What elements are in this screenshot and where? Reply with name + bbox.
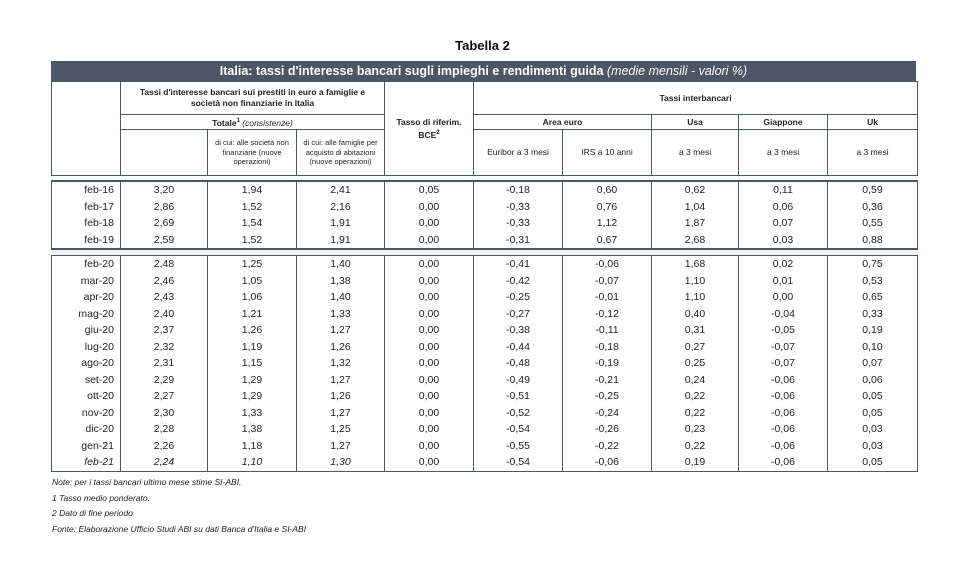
- value-cell: -0,12: [563, 306, 652, 323]
- value-cell: -0,19: [563, 355, 652, 372]
- value-cell: -0,04: [739, 306, 828, 323]
- table-row: [52, 306, 918, 323]
- value-cell: 0,00: [385, 421, 474, 438]
- value-cell: 0,33: [828, 306, 918, 323]
- value-cell: -0,07: [739, 339, 828, 356]
- value-cell: -0,07: [563, 273, 652, 290]
- value-cell: -0,18: [474, 181, 563, 199]
- table-row: [52, 215, 918, 232]
- value-cell: 0,03: [739, 232, 828, 250]
- table-row: [52, 199, 918, 216]
- value-cell: 0,07: [739, 215, 828, 232]
- value-cell: 1,06: [208, 289, 297, 306]
- value-cell: 0,00: [385, 306, 474, 323]
- value-cell: 2,48: [121, 256, 208, 273]
- header-tasso-rif: [385, 82, 474, 176]
- value-cell: 0,40: [652, 306, 739, 323]
- totale-label: Totale: [212, 117, 237, 128]
- value-cell: -0,54: [474, 421, 563, 438]
- value-cell: -0,27: [474, 306, 563, 323]
- table-row: [52, 289, 918, 306]
- value-cell: 1,52: [208, 232, 297, 250]
- table-row: [52, 438, 918, 455]
- value-cell: 0,59: [828, 181, 918, 199]
- value-cell: -0,06: [739, 372, 828, 389]
- totale-sub: (consistenze): [242, 117, 293, 128]
- value-cell: 1,12: [563, 215, 652, 232]
- note-line: Fonte: Elaborazione Ufficio Studi ABI su dati Banca d'Italia e SI-ABI: [52, 523, 307, 534]
- value-cell: 0,05: [828, 388, 918, 405]
- value-cell: -0,48: [474, 355, 563, 372]
- value-cell: 2,32: [121, 339, 208, 356]
- table-header: [52, 82, 918, 176]
- header-group-bank-rates: Tassi d'interesse bancari sui prestiti in euro a famiglie e società non finanziarie in Italia: [121, 82, 385, 115]
- month-cell: gen-21: [52, 438, 121, 455]
- value-cell: 2,41: [297, 181, 385, 199]
- value-cell: 2,31: [121, 355, 208, 372]
- value-cell: 1,38: [208, 421, 297, 438]
- value-cell: 0,75: [828, 256, 918, 273]
- month-cell: nov-20: [52, 405, 121, 422]
- value-cell: 2,29: [121, 372, 208, 389]
- value-cell: 1,25: [208, 256, 297, 273]
- month-cell: lug-20: [52, 339, 121, 356]
- header-giappone: Giappone: [739, 115, 828, 130]
- month-cell: ott-20: [52, 388, 121, 405]
- table-row: [52, 388, 918, 405]
- value-cell: 1,32: [297, 355, 385, 372]
- value-cell: 2,28: [121, 421, 208, 438]
- value-cell: -0,31: [474, 232, 563, 250]
- value-cell: 1,26: [297, 388, 385, 405]
- value-cell: -0,33: [474, 199, 563, 216]
- table-row: [52, 421, 918, 438]
- table-body: [52, 176, 918, 472]
- month-cell: giu-20: [52, 322, 121, 339]
- value-cell: 1,04: [652, 199, 739, 216]
- value-cell: -0,51: [474, 388, 563, 405]
- value-cell: 2,27: [121, 388, 208, 405]
- tasso-rif-label: Tasso di riferim.: [396, 116, 462, 127]
- value-cell: -0,05: [739, 322, 828, 339]
- value-cell: -0,52: [474, 405, 563, 422]
- value-cell: 0,05: [385, 181, 474, 199]
- bce-label: BCE: [418, 129, 437, 140]
- header-uk: Uk: [828, 115, 918, 130]
- month-cell: dic-20: [52, 421, 121, 438]
- value-cell: 0,00: [385, 405, 474, 422]
- value-cell: -0,06: [739, 388, 828, 405]
- value-cell: 1,33: [297, 306, 385, 323]
- value-cell: 0,62: [652, 181, 739, 199]
- header-dicui-societa: di cui: alle società non finanziarie (nuove operazioni): [208, 130, 297, 176]
- value-cell: -0,24: [563, 405, 652, 422]
- table-row: [52, 372, 918, 389]
- rates-table: [51, 81, 918, 472]
- value-cell: 1,29: [208, 372, 297, 389]
- value-cell: 0,88: [828, 232, 918, 250]
- value-cell: 1,94: [208, 181, 297, 199]
- value-cell: 1,30: [297, 454, 385, 471]
- month-cell: feb-21: [52, 454, 121, 471]
- value-cell: 1,10: [652, 289, 739, 306]
- value-cell: 0,05: [828, 405, 918, 422]
- value-cell: 1,18: [208, 438, 297, 455]
- table-banner: [51, 61, 916, 81]
- value-cell: -0,41: [474, 256, 563, 273]
- table-row: [52, 339, 918, 356]
- value-cell: 1,10: [208, 454, 297, 471]
- notes-block: [52, 475, 306, 537]
- value-cell: 1,05: [208, 273, 297, 290]
- value-cell: 0,00: [385, 199, 474, 216]
- value-cell: 1,54: [208, 215, 297, 232]
- value-cell: 0,65: [828, 289, 918, 306]
- month-cell: ago-20: [52, 355, 121, 372]
- value-cell: 2,43: [121, 289, 208, 306]
- value-cell: 1,40: [297, 256, 385, 273]
- value-cell: 0,10: [828, 339, 918, 356]
- value-cell: -0,06: [739, 405, 828, 422]
- value-cell: 0,60: [563, 181, 652, 199]
- value-cell: 0,02: [739, 256, 828, 273]
- month-cell: apr-20: [52, 289, 121, 306]
- value-cell: -0,38: [474, 322, 563, 339]
- table-row: [52, 256, 918, 273]
- value-cell: -0,01: [563, 289, 652, 306]
- value-cell: -0,07: [739, 355, 828, 372]
- value-cell: -0,06: [563, 256, 652, 273]
- value-cell: 1,26: [297, 339, 385, 356]
- value-cell: -0,06: [739, 454, 828, 471]
- value-cell: 2,69: [121, 215, 208, 232]
- month-cell: set-20: [52, 372, 121, 389]
- value-cell: 1,10: [652, 273, 739, 290]
- totale-sup: 1: [236, 117, 240, 124]
- value-cell: 3,20: [121, 181, 208, 199]
- header-euribor: Euribor a 3 mesi: [474, 130, 563, 176]
- value-cell: 2,40: [121, 306, 208, 323]
- value-cell: 2,86: [121, 199, 208, 216]
- value-cell: 0,00: [385, 372, 474, 389]
- month-cell: mag-20: [52, 306, 121, 323]
- value-cell: 0,11: [739, 181, 828, 199]
- note-line: 2 Dato di fine periodo: [52, 508, 133, 518]
- value-cell: 1,91: [297, 232, 385, 250]
- note-line: Note: per i tassi bancari ultimo mese stime SI-ABI.: [52, 477, 242, 487]
- month-cell: feb-17: [52, 199, 121, 216]
- value-cell: 0,00: [385, 339, 474, 356]
- value-cell: 0,25: [652, 355, 739, 372]
- value-cell: 1,91: [297, 215, 385, 232]
- value-cell: -0,18: [563, 339, 652, 356]
- value-cell: -0,25: [563, 388, 652, 405]
- header-irs: IRS a 10 anni: [563, 130, 652, 176]
- note-line: 1 Tasso medio ponderato.: [52, 492, 150, 503]
- value-cell: 0,36: [828, 199, 918, 216]
- value-cell: 1,87: [652, 215, 739, 232]
- value-cell: 1,27: [297, 405, 385, 422]
- value-cell: 0,22: [652, 388, 739, 405]
- banner-main: Italia: tassi d'interesse bancari sugli impieghi e rendimenti guida: [219, 64, 604, 78]
- value-cell: -0,49: [474, 372, 563, 389]
- value-cell: 0,31: [652, 322, 739, 339]
- header-interbancari: Tassi interbancari: [474, 82, 918, 115]
- value-cell: -0,06: [563, 454, 652, 471]
- banner-sub: (medie mensili - valori %): [606, 64, 748, 78]
- header-giap-3m: a 3 mesi: [739, 130, 828, 176]
- value-cell: 0,00: [385, 273, 474, 290]
- header-totale-blank: [121, 130, 208, 176]
- value-cell: 1,25: [297, 421, 385, 438]
- month-cell: feb-20: [52, 256, 121, 273]
- value-cell: -0,25: [474, 289, 563, 306]
- value-cell: -0,22: [563, 438, 652, 455]
- value-cell: 1,29: [208, 388, 297, 405]
- header-month-col: [52, 82, 121, 176]
- table-row: [52, 232, 918, 250]
- value-cell: 1,21: [208, 306, 297, 323]
- value-cell: 0,06: [828, 372, 918, 389]
- value-cell: -0,54: [474, 454, 563, 471]
- value-cell: 1,27: [297, 322, 385, 339]
- value-cell: 2,46: [121, 273, 208, 290]
- value-cell: 1,52: [208, 199, 297, 216]
- table-row: [52, 405, 918, 422]
- value-cell: 2,68: [652, 232, 739, 250]
- value-cell: 1,33: [208, 405, 297, 422]
- value-cell: 0,03: [828, 421, 918, 438]
- value-cell: 2,30: [121, 405, 208, 422]
- value-cell: 2,59: [121, 232, 208, 250]
- value-cell: 0,23: [652, 421, 739, 438]
- value-cell: -0,06: [739, 421, 828, 438]
- value-cell: 0,00: [385, 232, 474, 250]
- value-cell: 0,00: [385, 256, 474, 273]
- value-cell: 1,19: [208, 339, 297, 356]
- table-row: [52, 322, 918, 339]
- value-cell: 0,24: [652, 372, 739, 389]
- value-cell: 0,00: [385, 215, 474, 232]
- value-cell: 1,68: [652, 256, 739, 273]
- value-cell: 1,27: [297, 438, 385, 455]
- value-cell: 0,01: [739, 273, 828, 290]
- month-cell: feb-16: [52, 181, 121, 199]
- value-cell: -0,44: [474, 339, 563, 356]
- value-cell: 0,00: [385, 454, 474, 471]
- value-cell: 0,27: [652, 339, 739, 356]
- table-row: [52, 273, 918, 290]
- value-cell: 0,00: [385, 388, 474, 405]
- value-cell: 0,55: [828, 215, 918, 232]
- value-cell: 0,19: [828, 322, 918, 339]
- value-cell: 2,26: [121, 438, 208, 455]
- value-cell: 2,16: [297, 199, 385, 216]
- value-cell: 0,19: [652, 454, 739, 471]
- value-cell: 2,37: [121, 322, 208, 339]
- value-cell: 0,07: [828, 355, 918, 372]
- header-usa: Usa: [652, 115, 739, 130]
- value-cell: 1,38: [297, 273, 385, 290]
- value-cell: 0,03: [828, 438, 918, 455]
- value-cell: 0,00: [385, 289, 474, 306]
- value-cell: 0,06: [739, 199, 828, 216]
- value-cell: 0,22: [652, 438, 739, 455]
- value-cell: -0,26: [563, 421, 652, 438]
- bce-sup: 2: [436, 129, 440, 136]
- table-title: Tabella 2: [455, 38, 510, 53]
- value-cell: 0,05: [828, 454, 918, 471]
- value-cell: 0,00: [385, 438, 474, 455]
- month-cell: feb-19: [52, 232, 121, 250]
- value-cell: 0,00: [385, 322, 474, 339]
- value-cell: 1,27: [297, 372, 385, 389]
- value-cell: 0,00: [385, 355, 474, 372]
- value-cell: -0,42: [474, 273, 563, 290]
- value-cell: 0,67: [563, 232, 652, 250]
- value-cell: -0,33: [474, 215, 563, 232]
- value-cell: 1,26: [208, 322, 297, 339]
- value-cell: -0,06: [739, 438, 828, 455]
- value-cell: 0,22: [652, 405, 739, 422]
- header-usa-3m: a 3 mesi: [652, 130, 739, 176]
- value-cell: 2,24: [121, 454, 208, 471]
- month-cell: feb-18: [52, 215, 121, 232]
- value-cell: 1,40: [297, 289, 385, 306]
- value-cell: 1,15: [208, 355, 297, 372]
- month-cell: mar-20: [52, 273, 121, 290]
- header-uk-3m: a 3 mesi: [828, 130, 918, 176]
- value-cell: -0,21: [563, 372, 652, 389]
- value-cell: 0,76: [563, 199, 652, 216]
- header-dicui-famiglie: di cui: alle famiglie per acquisto di abitazioni (nuove operazioni): [297, 130, 385, 176]
- table-row: [52, 181, 918, 199]
- value-cell: -0,55: [474, 438, 563, 455]
- value-cell: 0,00: [739, 289, 828, 306]
- header-totale: [121, 115, 385, 130]
- value-cell: -0,11: [563, 322, 652, 339]
- table-row: [52, 355, 918, 372]
- header-area-euro: Area euro: [474, 115, 652, 130]
- table-row: [52, 454, 918, 471]
- value-cell: 0,53: [828, 273, 918, 290]
